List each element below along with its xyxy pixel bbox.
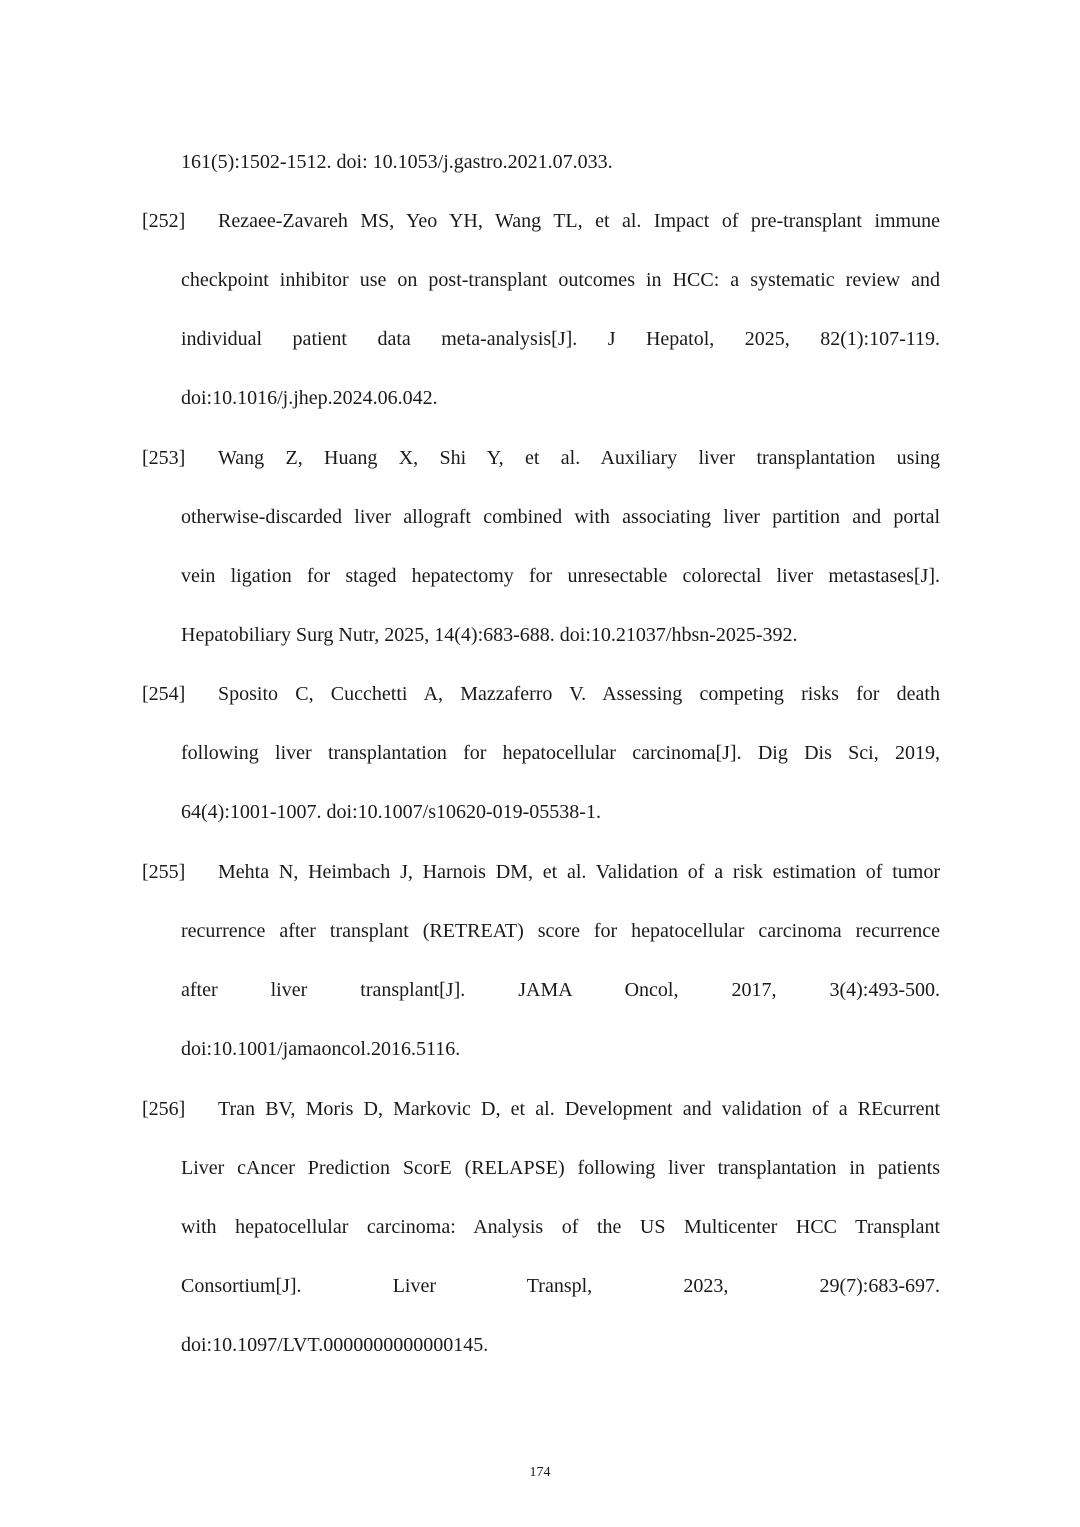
reference-text-line: following liver transplantation for hepatocellular carcinoma[J]. Dig Dis Sci, 2019, (181, 742, 940, 764)
reference-text-line: after liver transplant[J]. JAMA Oncol, 2017, 3(4):493-500. (181, 979, 940, 1001)
reference-text-line: Wang Z, Huang X, Shi Y, et al. Auxiliary liver transplantation using (218, 447, 940, 469)
reference-text-line: individual patient data meta-analysis[J]. J Hepatol, 2025, 82(1):107-119. (181, 328, 940, 350)
reference-number: [253] (142, 447, 186, 469)
reference-text-line: with hepatocellular carcinoma: Analysis of the US Multicenter HCC Transplant (181, 1216, 940, 1238)
reference-text-line: otherwise-discarded liver allograft combined with associating liver partition and portal (181, 506, 940, 528)
reference-continuation-line: 161(5):1502-1512. doi: 10.1053/j.gastro.2021.07.033. (181, 151, 613, 173)
reference-number: [256] (142, 1098, 186, 1120)
reference-text-line: Liver cAncer Prediction ScorE (RELAPSE) following liver transplantation in patients (181, 1157, 940, 1179)
reference-number: [252] (142, 210, 186, 232)
reference-text-line: doi:10.1097/LVT.0000000000000145. (181, 1334, 489, 1356)
reference-text-line: vein ligation for staged hepatectomy for unresectable colorectal liver metastases[J]. (181, 565, 940, 587)
reference-text-line: recurrence after transplant (RETREAT) score for hepatocellular carcinoma recurrence (181, 920, 940, 942)
reference-text-line: Tran BV, Moris D, Markovic D, et al. Development and validation of a REcurrent (218, 1098, 940, 1120)
reference-text-line: Mehta N, Heimbach J, Harnois DM, et al. Validation of a risk estimation of tumor (218, 861, 940, 883)
reference-text-line: Rezaee-Zavareh MS, Yeo YH, Wang TL, et al. Impact of pre-transplant immune (218, 210, 940, 232)
reference-text-line: doi:10.1001/jamaoncol.2016.5116. (181, 1038, 461, 1060)
page-number: 174 (529, 1465, 551, 1480)
reference-number: [254] (142, 683, 186, 705)
reference-text-line: checkpoint inhibitor use on post-transplant outcomes in HCC: a systematic review and (181, 269, 940, 291)
reference-text-line: 64(4):1001-1007. doi:10.1007/s10620-019-05538-1. (181, 801, 601, 823)
reference-text-line: doi:10.1016/j.jhep.2024.06.042. (181, 387, 438, 409)
reference-text-line: Consortium[J]. Liver Transpl, 2023, 29(7):683-697. (181, 1275, 940, 1297)
reference-number: [255] (142, 861, 186, 883)
reference-text-line: Hepatobiliary Surg Nutr, 2025, 14(4):683-688. doi:10.21037/hbsn-2025-392. (181, 624, 798, 646)
reference-text-line: Sposito C, Cucchetti A, Mazzaferro V. Assessing competing risks for death (218, 683, 940, 705)
